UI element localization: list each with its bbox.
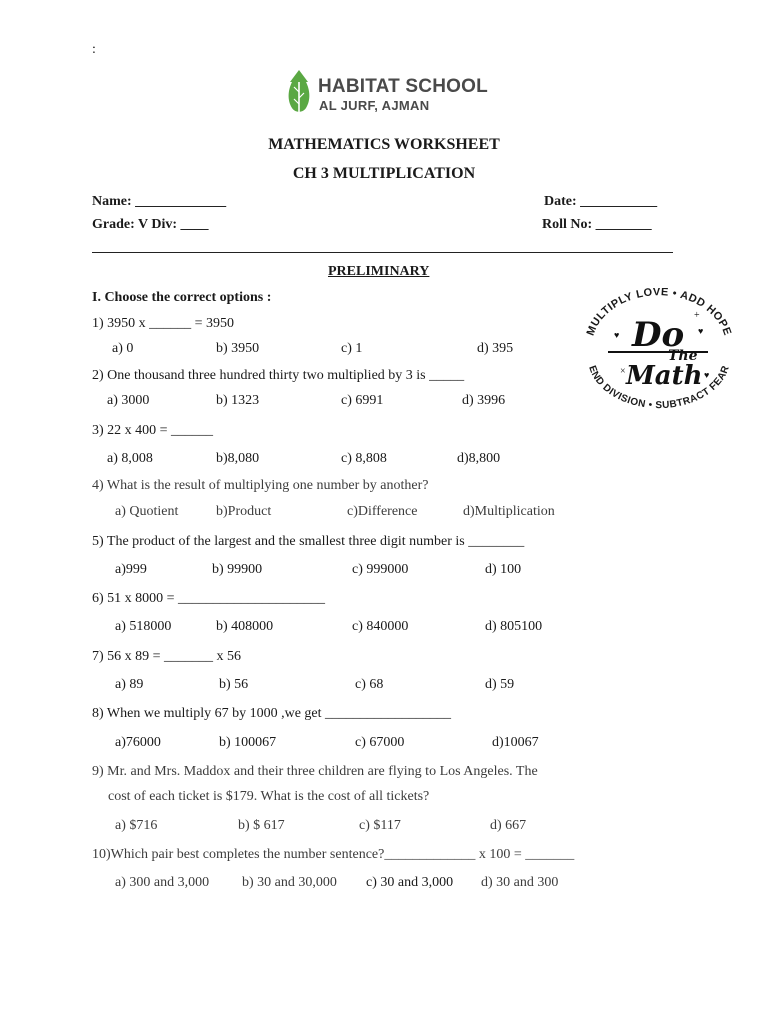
option-2d: d) 3996 (462, 393, 506, 408)
option-5b: b) 99900 (212, 562, 263, 577)
divider-line (92, 252, 673, 253)
question-9: 9) Mr. and Mrs. Maddox and their three children are flying to Los Angeles. The (92, 764, 538, 779)
stamp-arc-top: MULTIPLY LOVE • ADD HOPE (584, 288, 734, 338)
heart-icon: ♥ (614, 330, 620, 340)
section-heading: PRELIMINARY (328, 264, 430, 279)
stamp-do: Do (632, 315, 685, 355)
school-logo (284, 66, 494, 118)
stamp-the: The (668, 348, 698, 364)
question-1: 1) 3950 x ______ = 3950 (92, 316, 235, 331)
question-4: 4) What is the result of multiplying one number by another? (92, 478, 429, 493)
name-field: Name: _____________ (92, 194, 227, 209)
date-field: Date: ___________ (544, 194, 658, 209)
option-6c: c) 840000 (352, 619, 409, 634)
option-3c: c) 8,808 (341, 451, 387, 466)
roll-field: Roll No: ________ (542, 217, 652, 232)
option-1c: c) 1 (341, 341, 363, 356)
option-2c: c) 6991 (341, 393, 384, 408)
option-2a: a) 3000 (107, 393, 150, 408)
section-title: I. Choose the correct options : (92, 290, 272, 305)
option-5d: d) 100 (485, 562, 522, 577)
option-9d: d) 667 (490, 818, 527, 833)
option-9b: b) $ 617 (238, 818, 285, 833)
option-3d: d)8,800 (457, 451, 501, 466)
option-8d: d)10067 (492, 735, 539, 750)
option-9c: c) $117 (359, 818, 401, 833)
option-5c: c) 999000 (352, 562, 409, 577)
option-9a: a) $716 (115, 818, 158, 833)
option-10b: b) 30 and 30,000 (242, 875, 337, 890)
question-7: 7) 56 x 89 = _______ x 56 (92, 649, 242, 664)
option-5a: a)999 (115, 562, 147, 577)
option-3a: a) 8,008 (107, 451, 153, 466)
option-7d: d) 59 (485, 677, 515, 692)
heart-icon: ♥ (698, 326, 704, 336)
worksheet-title: MATHEMATICS WORKSHEET (268, 136, 500, 153)
option-1a: a) 0 (112, 341, 134, 356)
option-10d: d) 30 and 300 (481, 875, 559, 890)
question-8: 8) When we multiply 67 by 1000 ,we get __________________ (92, 706, 452, 721)
grade-div-field: Grade: V Div: ____ (92, 217, 209, 232)
option-7c: c) 68 (355, 677, 384, 692)
option-4d: d)Multiplication (463, 504, 555, 519)
option-4c: c)Difference (347, 504, 418, 519)
option-1b: b) 3950 (216, 341, 260, 356)
option-4a: a) Quotient (115, 504, 179, 519)
chapter-title: CH 3 MULTIPLICATION (292, 165, 476, 182)
question-10: 10)Which pair best completes the number sentence?_____________ x 100 = _______ (92, 847, 575, 862)
option-3b: b)8,080 (216, 451, 260, 466)
stamp-math: Math (626, 361, 703, 391)
option-10c: c) 30 and 3,000 (366, 875, 454, 890)
plus-icon: + (694, 310, 700, 321)
corner-mark: : (92, 42, 96, 57)
option-8c: c) 67000 (355, 735, 405, 750)
option-6b: b) 408000 (216, 619, 274, 634)
heart-icon: ♥ (704, 370, 710, 380)
stamp-graphic (574, 288, 740, 410)
option-4b: b)Product (216, 504, 272, 519)
question-5: 5) The product of the largest and the smallest three digit number is ________ (92, 534, 525, 549)
option-2b: b) 1323 (216, 393, 260, 408)
question-3: 3) 22 x 400 = ______ (92, 423, 214, 438)
leaf-icon (284, 68, 314, 118)
do-the-math-stamp (574, 288, 740, 410)
option-8a: a)76000 (115, 735, 161, 750)
question-6: 6) 51 x 8000 = _____________________ (92, 591, 326, 606)
option-7a: a) 89 (115, 677, 144, 692)
option-8b: b) 100067 (219, 735, 277, 750)
school-name: HABITAT SCHOOL (318, 76, 488, 97)
times-icon: × (620, 366, 626, 377)
option-1d: d) 395 (477, 341, 514, 356)
option-10a: a) 300 and 3,000 (115, 875, 210, 890)
school-location: AL JURF, AJMAN (319, 98, 430, 113)
question-9-continued: cost of each ticket is $179. What is the cost of all tickets? (108, 789, 430, 804)
question-2: 2) One thousand three hundred thirty two multiplied by 3 is _____ (92, 368, 465, 383)
stamp-arc-bottom: END DIVISION • SUBTRACT FEAR (586, 364, 732, 410)
option-7b: b) 56 (219, 677, 249, 692)
option-6a: a) 518000 (115, 619, 172, 634)
option-6d: d) 805100 (485, 619, 543, 634)
